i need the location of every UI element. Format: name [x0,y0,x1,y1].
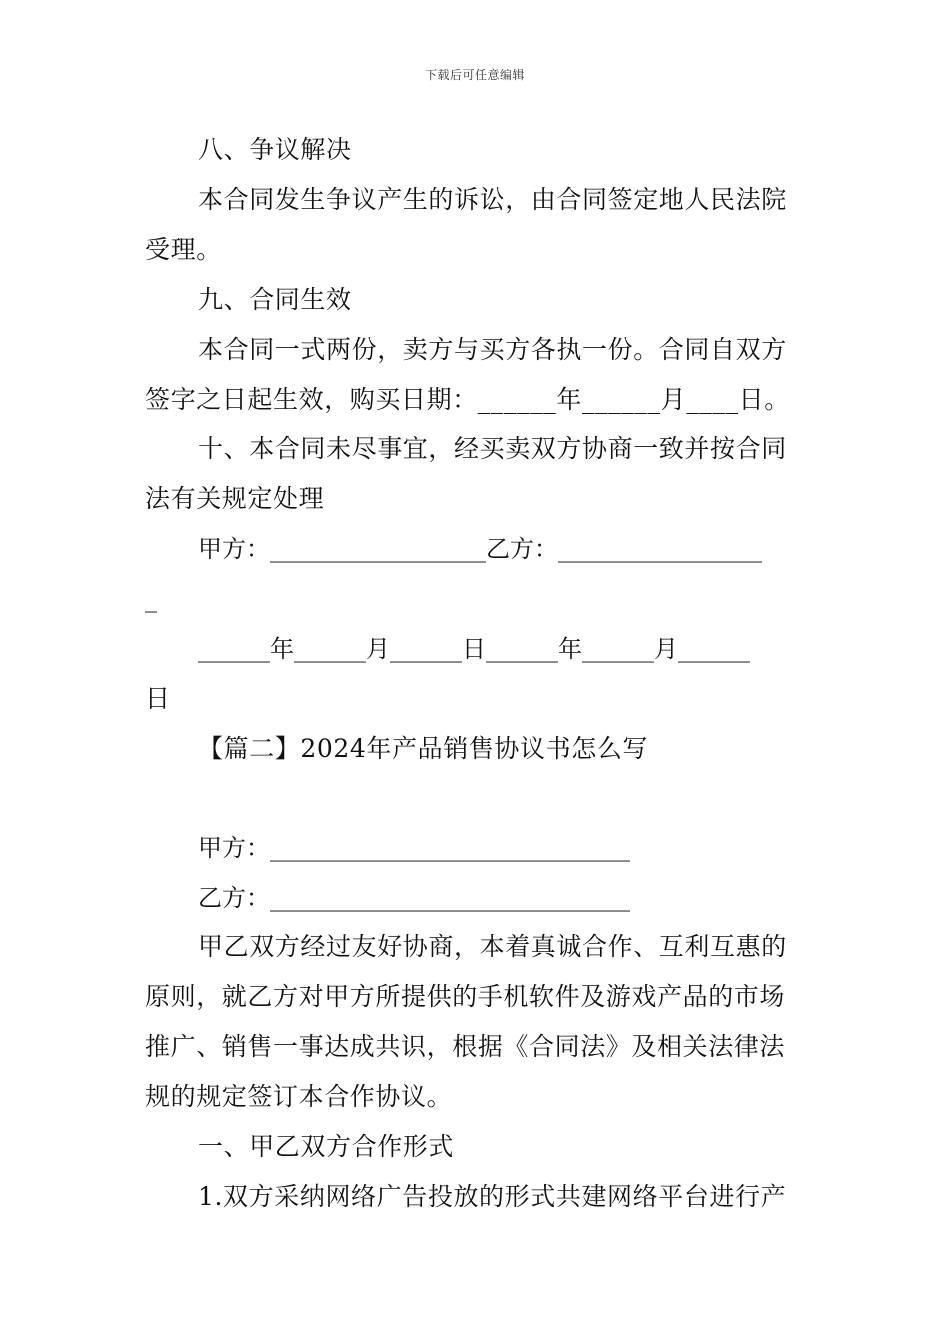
intro-line-1: 甲乙双方经过友好协商，本着真诚合作、互利互惠的 [198,932,787,961]
section-8-body-line-1: 本合同发生争议产生的诉讼，由合同签定地人民法院 [198,185,787,214]
section-9-body-line-1: 本合同一式两份，卖方与买方各执一份。合同自双方 [198,335,787,364]
signature-line-1: 甲方：__________________乙方：_________________ [198,535,762,563]
signature-date-line-1: ______年______月______日______年______月______ [198,635,750,663]
party-b-line: 乙方：______________________________ [198,884,630,912]
header-note: 下载后可任意编辑 [424,68,525,82]
signature-date-line-2: 日 [145,684,171,713]
section-1-item-1: 1.双方采纳网络广告投放的形式共建网络平台进行产 [198,1182,787,1211]
part-2-heading: 【篇二】2024年产品销售协议书怎么写 [198,734,649,763]
section-1-title: 一、甲乙双方合作形式 [198,1132,455,1161]
section-8-body-line-2: 受理。 [145,235,222,264]
section-10-line-1: 十、本合同未尽事宜，经买卖双方协商一致并按合同 [198,434,787,463]
signature-line-2: _ [145,585,157,613]
intro-line-4: 规的规定签订本合作协议。 [145,1082,453,1111]
section-10-line-2: 法有关规定处理 [145,484,325,513]
party-a-line: 甲方：______________________________ [198,834,630,862]
section-9-title: 九、合同生效 [198,285,352,314]
intro-line-3: 推广、销售一事达成共识，根据《合同法》及相关法律法 [145,1032,786,1061]
intro-line-2: 原则，就乙方对甲方所提供的手机软件及游戏产品的市场 [145,982,786,1011]
section-8-title: 八、争议解决 [198,135,352,164]
section-9-body-line-2: 签字之日起生效，购买日期：______年______月____日。 [145,385,790,414]
